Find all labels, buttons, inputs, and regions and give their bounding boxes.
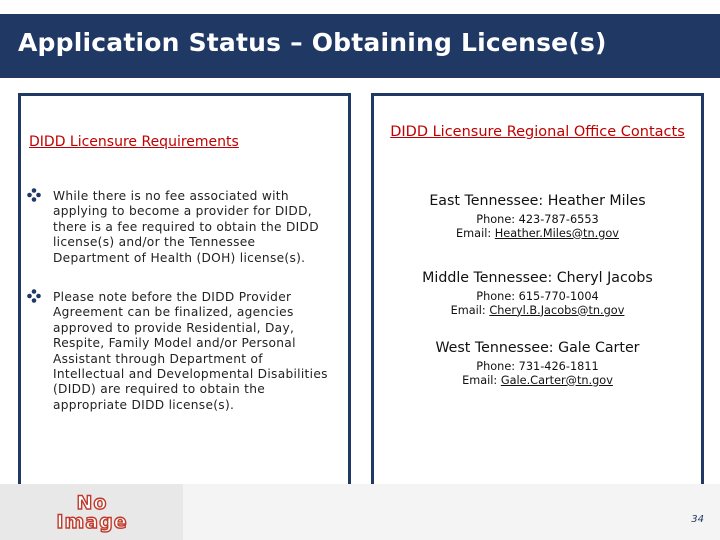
- region-email-line: [374, 374, 701, 388]
- no-image-icon: [0, 484, 183, 540]
- region-phone: Phone: 615-770-1004: [476, 290, 599, 303]
- contacts-panel: [371, 93, 704, 487]
- email-label: Email:: [462, 373, 501, 387]
- region-phone: Phone: 423-787-6553: [476, 213, 599, 226]
- region-title: East Tennessee: Heather Miles: [429, 193, 646, 209]
- region-email-line: [374, 304, 701, 318]
- slide-title: Application Status – Obtaining License(s): [18, 28, 607, 57]
- no-image-word-1: No: [76, 492, 108, 514]
- region-email-line: [374, 227, 701, 241]
- region-title: Middle Tennessee: Cheryl Jacobs: [422, 270, 653, 286]
- diamond-bullet-icon: [27, 289, 41, 303]
- region-east: [374, 193, 701, 240]
- region-title: West Tennessee: Gale Carter: [435, 340, 640, 356]
- requirements-panel: [18, 93, 351, 487]
- page-number: 34: [691, 514, 704, 525]
- requirement-bullet-1: [27, 189, 335, 266]
- email-link[interactable]: Cheryl.B.Jacobs@tn.gov: [489, 303, 625, 317]
- email-label: Email:: [450, 303, 490, 317]
- requirement-text: While there is no fee associated with applying to become a provider for DIDD, there is a fee required to obtain the DIDD license(s) and/or the Tennessee Department of Health (DOH) license(s).: [53, 189, 319, 265]
- email-link[interactable]: Heather.Miles@tn.gov: [494, 226, 619, 240]
- region-phone: Phone: 731-426-1811: [476, 360, 599, 373]
- requirement-text: Please note before the DIDD Provider Agreement can be finalized, agencies approved to provide Residential, Day, Respite, Family Model and/or Personal Assistant through Department of Intellectual and Developmental Disabilities (DIDD) are required to obtain the appropriate DIDD license(s).: [53, 290, 328, 412]
- no-image-word-2: Image: [56, 511, 128, 533]
- requirement-bullet-2: [27, 290, 335, 413]
- email-link[interactable]: Gale.Carter@tn.gov: [500, 373, 613, 387]
- region-west: [374, 340, 701, 387]
- title-bar: [0, 14, 720, 78]
- email-label: Email:: [456, 226, 495, 240]
- region-middle: [374, 270, 701, 317]
- contacts-heading: DIDD Licensure Regional Office Contacts: [390, 124, 685, 140]
- diamond-bullet-icon: [27, 188, 41, 202]
- no-image-placeholder: [0, 484, 183, 540]
- requirements-heading: DIDD Licensure Requirements: [29, 134, 239, 150]
